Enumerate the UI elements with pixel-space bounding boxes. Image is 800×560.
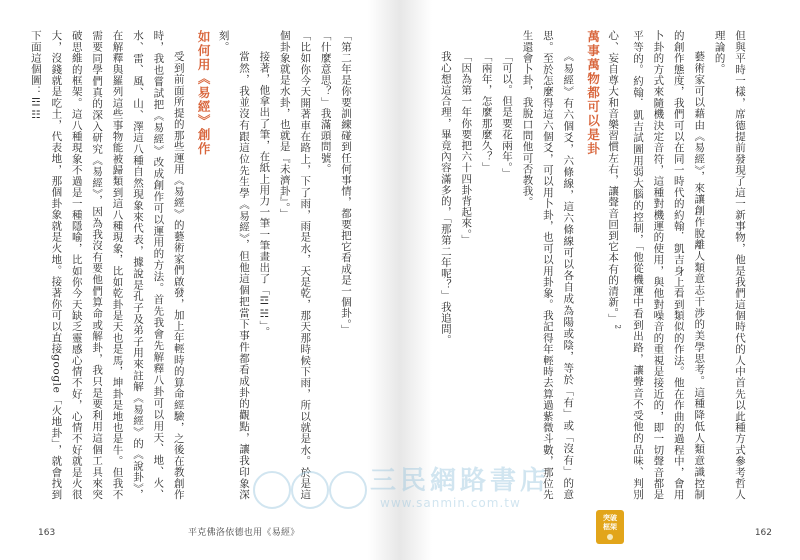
left-section-heading: 如何用《易經》創作 xyxy=(196,30,212,156)
right-section-paragraph-4: 「因為第一年你要把六十四卦背起來。」 xyxy=(460,51,473,246)
right-section-paragraph-5: 我心想這合理，畢竟內容滿多的，「那第二年呢？」我追問。 xyxy=(439,51,452,346)
left-intro-paragraph-2: 「什麼意思？」我滿頭問號。 xyxy=(319,30,332,175)
right-section-heading: 萬事萬物都可以是卦 xyxy=(585,30,601,156)
right-top-paragraph-2-text: 藝術家可以藉由《易經》，來讓創作脫離人類意志干涉的美學思考。這種降低人類意識控制的創作態度，我們可以在同一時代的約翰．凱吉身上看到類似的作法。他在作曲的過程中，會用卜卦的方式來隨機決定音符，這種對機運的使用，與他對噪音的重視是接近的，即一切聲音都是平等的。約翰．凱吉試圖用弱大腦的控制，「他從機運中看到出路，讓聲音不受他的品味、判別心、妄自尊大和音樂習慣左右，讓聲音回到它本有的清新。」 xyxy=(607,30,706,500)
left-intro-paragraph-4: 接著，他拿出了筆，在紙上用力一筆一筆畫出了「☲☵」。 xyxy=(258,51,271,338)
chapter-tab-dot-icon xyxy=(607,534,613,540)
left-intro-paragraph-3: 「比如你今天開著車在路上，下了雨，雨是水，天是乾，那天那時候下雨，所以就是水。於是這個卦象就是水卦，也就是『未濟卦』。」 xyxy=(278,30,312,500)
right-top-paragraph-1-text: 但與平時一樣，席德提前發現了這一新事物，他是我們這個時代的人中首先以此種方式參考哲人理論的。 xyxy=(713,30,746,500)
right-page xyxy=(400,0,800,560)
left-intro-paragraph-5: 當然，我並沒有跟這位先生學《易經》，但他這個把當下事件都看成卦的觀點，讓我印象深刻。 xyxy=(217,30,250,500)
footnote-mark: 2 xyxy=(613,324,622,330)
right-top-paragraph-1 xyxy=(709,30,750,500)
watermark-title: 三民網路書店 xyxy=(370,466,551,496)
right-top-paragraph-2 xyxy=(603,30,710,500)
right-section-paragraph-3: 「兩年，怎麼那麼久？」 xyxy=(480,51,493,174)
left-page-number: 163 xyxy=(38,528,56,538)
right-section-paragraph-2: 「可以。但是要花兩年。」 xyxy=(501,51,514,179)
left-intro-paragraph-1: 「第二年是你要訓練碰到任何事情，都要把它看成是一個卦。」 xyxy=(340,30,352,336)
left-section-paragraph-1: 受到前面所提的那些運用《易經》的藝術家們啟發，加上年輕時的算命經驗，之後在教創作時，我也嘗試把《易經》改成創作可以運用的方法。首先我會先解釋八卦可以用天、地、火、水、雷、風、山、澤這八種自然現象來代表，據說是孔子及弟子用來註解《易經》的《說卦》，在解釋與羅列這些事物能被歸類到這八種現象，比如乾卦是天也是馬，坤卦是地也是牛。但我不需要同學們真的深入研究《易經》，因為我沒有要他們算命或解卦，我只是要利用這個工具來突破思維的框架。這八種現象不過是一種隱喻，比如你今天缺乏靈感心情不好，心情不好就是火很大，沒錢就是吃土，代表地，那個卦象就是火地。接著你可以直接google「火地卦」，就會找到下面這個圖：☲☷ xyxy=(29,30,185,500)
left-page-body xyxy=(29,30,356,500)
right-section-paragraph-1: 《易經》有六個爻，六條線，這六條線可以各自成為陽或陰，等於「有」或「沒有」的意思。至於怎麼得這六個爻，可以用卜卦，也可以用卦象。我記得年輕時去算過紫微斗數，那位先生還會卜卦，我脫口問他可否教我。 xyxy=(521,30,575,500)
chapter-tab xyxy=(596,510,624,544)
running-header: 平克佛洛依德也用《易經》 xyxy=(188,528,300,538)
watermark-url: www.sanmin.com.tw xyxy=(380,496,521,510)
chapter-tab-line1: 突破 xyxy=(603,514,617,522)
chapter-tab-line2: 框架 xyxy=(603,523,617,531)
right-page-number: 162 xyxy=(754,528,772,538)
right-page-body xyxy=(438,30,750,500)
